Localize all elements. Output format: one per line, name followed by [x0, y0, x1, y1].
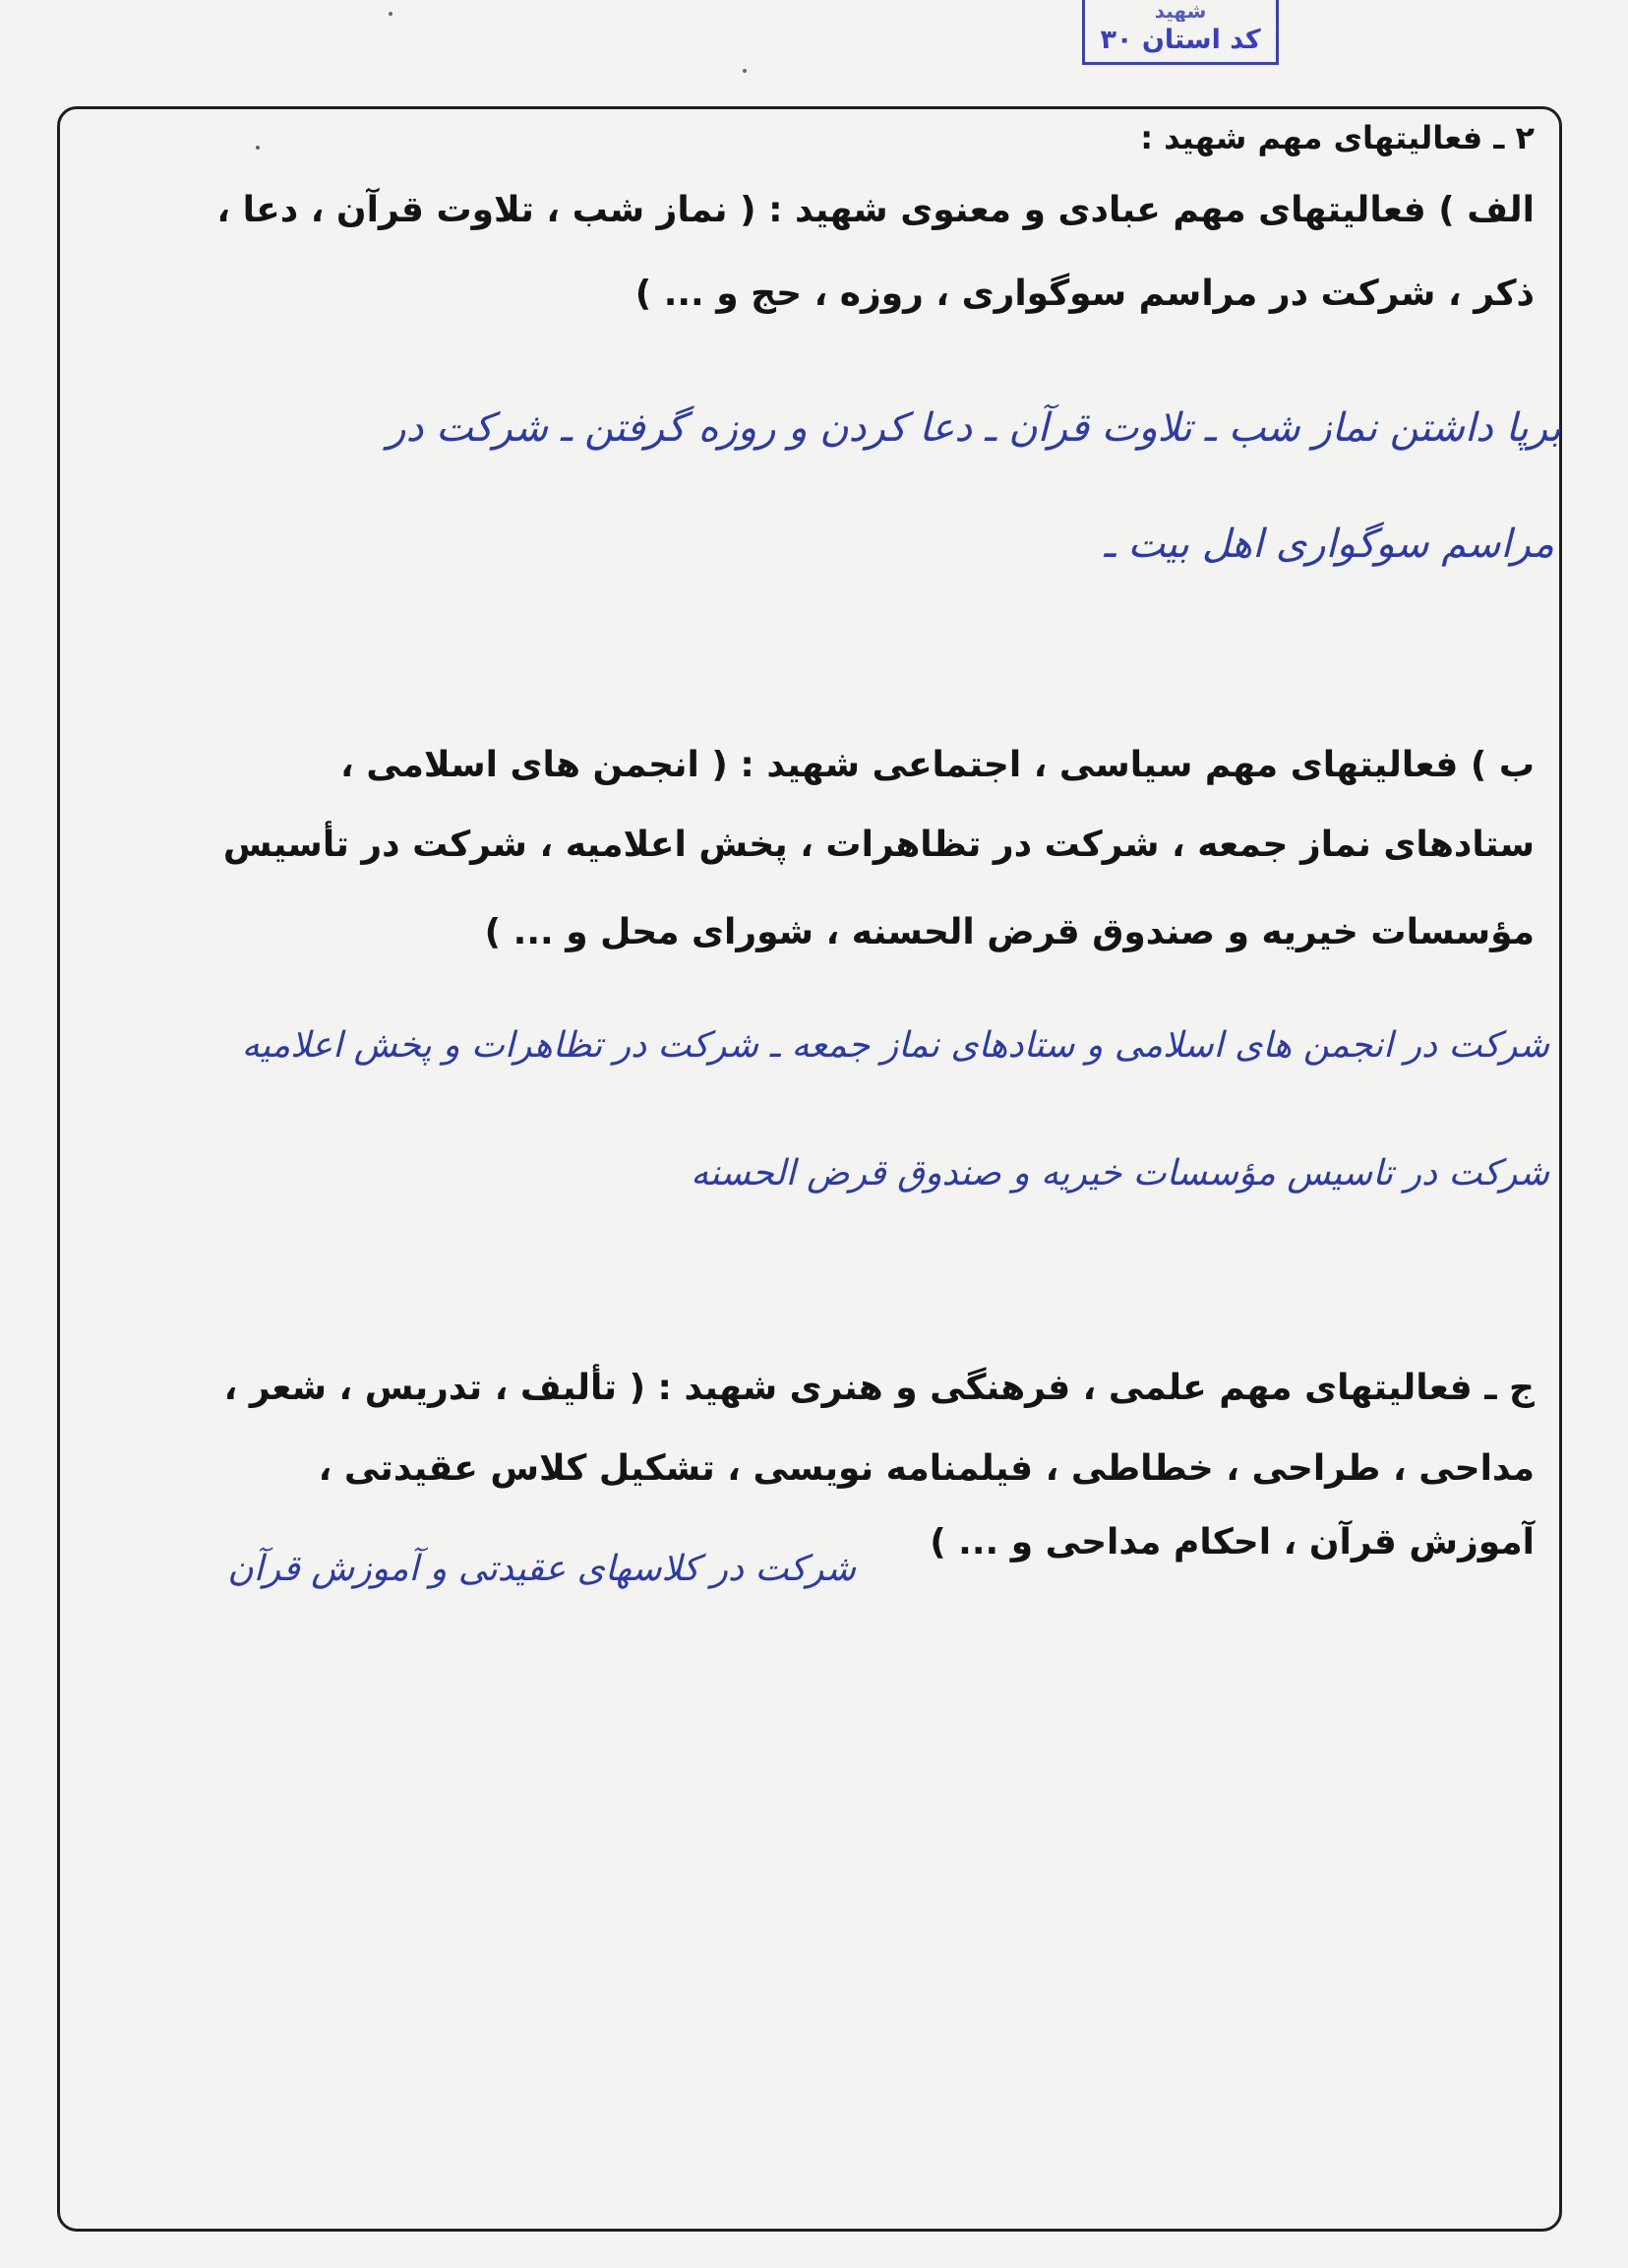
stamp [1082, 0, 1279, 65]
section-b-handwritten-line-2: شرکت در تاسیس مؤسسات خیریه و صندوق قرض الحسنه [691, 1153, 1549, 1194]
section-c-printed-line-1: ج ـ فعالیتهای مهم علمی ، فرهنگی و هنری شهید : ( تألیف ، تدریس ، شعر ، [223, 1368, 1535, 1408]
section-c-printed-line-2: مداحی ، طراحی ، خطاطی ، فیلمنامه نویسی ، تشکیل کلاس عقیدتی ، [318, 1448, 1535, 1489]
section-b-printed-line-1: ب ) فعالیتهای مهم سیاسی ، اجتماعی شهید : ( انجمن های اسلامی ، [340, 745, 1535, 785]
stamp-top-line: شهید [1154, 0, 1207, 22]
stamp-province-code: کد استان ۳۰ [1100, 25, 1261, 55]
speck [743, 69, 747, 73]
section-b-handwritten-line-1: شرکت در انجمن های اسلامی و ستادهای نماز جمعه ـ شرکت در تظاهرات و پخش اعلامیه [241, 1025, 1549, 1066]
section-a-printed-line-2: ذکر ، شرکت در مراسم سوگواری ، روزه ، حج و ... ) [634, 274, 1535, 314]
section-c-printed-line-3: آموزش قرآن ، احکام مداحی و ... ) [930, 1522, 1535, 1563]
section-a-handwritten-line-2: مراسم سوگواری اهل بیت ـ [1104, 521, 1554, 567]
section-b-printed-line-3: مؤسسات خیریه و صندوق قرض الحسنه ، شورای محل و ... ) [484, 912, 1535, 952]
speck [389, 12, 392, 16]
section-b-printed-line-2: ستادهای نماز جمعه ، شرکت در تظاهرات ، پخش اعلامیه ، شرکت در تأسیس [222, 825, 1535, 865]
section-title: ۲ ـ فعالیتهای مهم شهید : [1140, 119, 1535, 156]
section-a-printed-line-1: الف ) فعالیتهای مهم عبادی و معنوی شهید : ( نماز شب ، تلاوت قرآن ، دعا ، [216, 190, 1535, 230]
section-a-handwritten-line-1: برپا داشتن نماز شب ـ تلاوت قرآن ـ دعا کردن و روزه گرفتن ـ شرکت در [387, 405, 1561, 451]
section-c-handwritten-line-1: شرکت در کلاسهای عقیدتی و آموزش قرآن [227, 1549, 856, 1589]
